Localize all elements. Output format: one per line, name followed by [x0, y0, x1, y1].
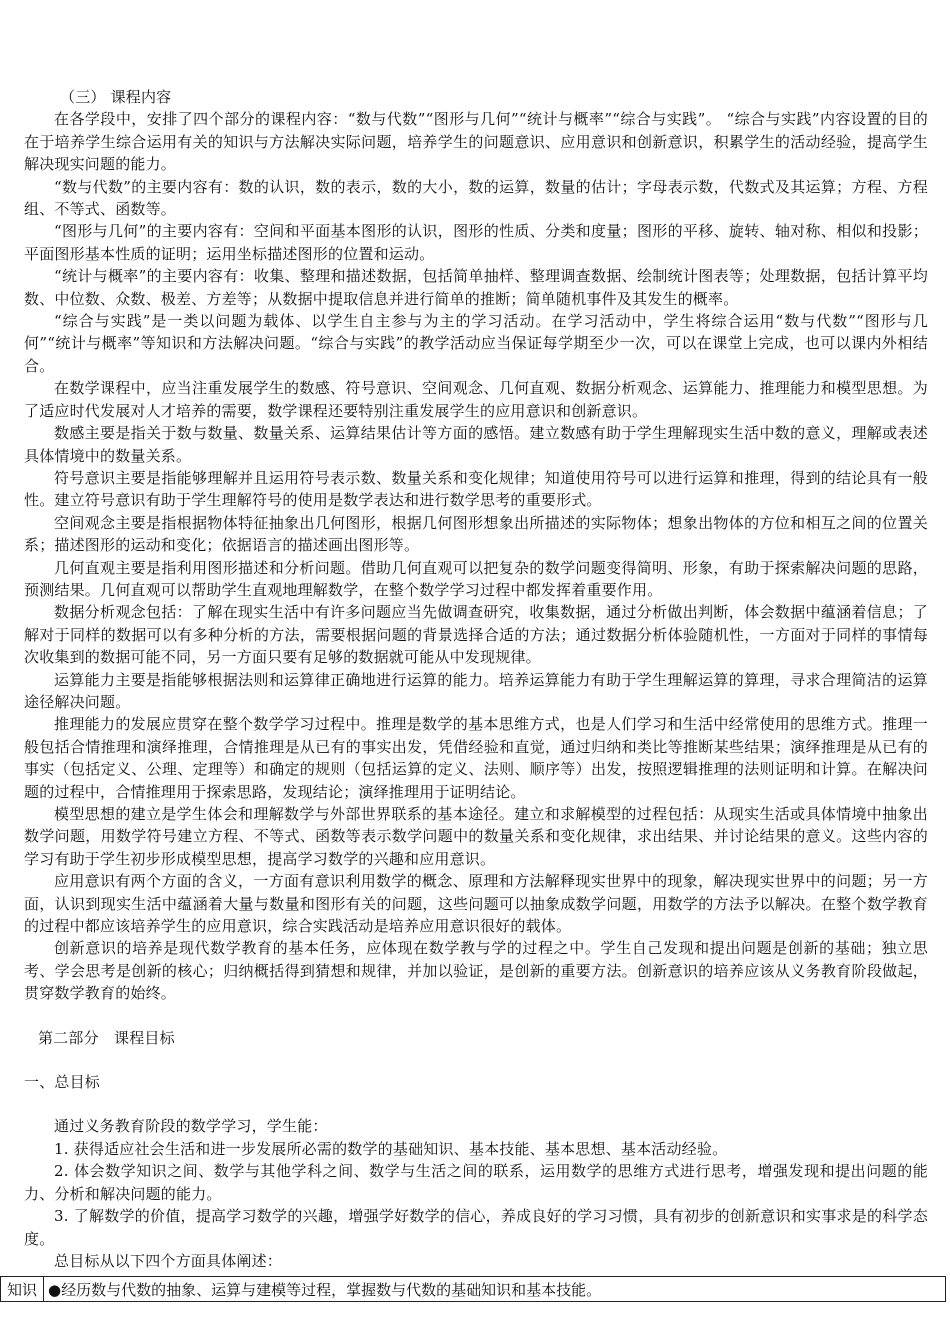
- paragraph: “数与代数”的主要内容有：数的认识，数的表示，数的大小，数的运算，数量的估计；字母表示数，代数式及其运算；方程、方程组、不等式、函数等。: [24, 177, 928, 219]
- table-category-cell: 知识: [1, 1277, 44, 1302]
- paragraph: 在数学课程中，应当注重发展学生的数感、符号意识、空间观念、几何直观、数据分析观念、运算能力、推理能力和模型思想。为了适应时代发展对人才培养的需要，数学课程还要特别注重发展学生的应用意识和创新意识。: [24, 379, 928, 420]
- paragraph: 应用意识有两个方面的含义，一方面有意识利用数学的概念、原理和方法解释现实世界中的现象，解决现实世界中的问题；另一方面，认识到现实生活中蕴涵着大量与数量和图形有关的问题，这些问题可以抽象成数学问题，用数学的方法予以解决。在整个数学教育的过程中都应该培养学生的应用意识，综合实践活动是培养应用意识很好的载体。: [24, 872, 928, 936]
- paragraph: “统计与概率”的主要内容有：收集、整理和描述数据，包括简单抽样、整理调查数据、绘制统计图表等；处理数据，包括计算平均数、中位数、众数、极差、方差等；从数据中提取信息并进行简单的推断；简单随机事件及其发生的概率。: [24, 267, 928, 308]
- paragraph: 运算能力主要是指能够根据法则和运算律正确地进行运算的能力。培养运算能力有助于学生理解运算的算理，寻求合理简洁的运算途径解决问题。: [24, 670, 928, 711]
- goal-table: [0, 1276, 946, 1302]
- section-title: （三） 课程内容: [60, 88, 172, 106]
- paragraph: “综合与实践”是一类以问题为载体、以学生自主参与为主的学习活动。在学习活动中，学生将综合运用“数与代数”“图形与几何”“统计与概率”等知识和方法解决问题。“综合与实践”的教学活动应当保证每学期至少一次，可以在课堂上完成，也可以课内外相结合。: [24, 312, 928, 375]
- paragraph: 推理能力的发展应贯穿在整个数学学习过程中。推理是数学的基本思维方式，也是人们学习和生活中经常使用的思维方式。推理一般包括合情推理和演绎推理，合情推理是从已有的事实出发，凭借经验和直觉，通过归纳和类比等推断某些结果；演绎推理是从已有的事实（包括定义、公理、定理等）和确定的规则（包括运算的定义、法则、顺序等）出发，按照逻辑推理的法则证明和计算。在解决问题的过程中，合情推理用于探索思路，发现结论；演绎推理用于证明结论。: [24, 715, 928, 801]
- table-content-cell: ●经历数与代数的抽象、运算与建模等过程，掌握数与代数的基础知识和基本技能。: [44, 1277, 946, 1302]
- goal-title: 一、总目标: [24, 1073, 101, 1092]
- paragraph: 在各学段中，安排了四个部分的课程内容：“数与代数”“图形与几何”“统计与概率”“综合与实践”。 “综合与实践”内容设置的目的在于培养学生综合运用有关的知识与方法解决实际问题，培养学生的问题意识、应用意识和创新意识，积累学生的活动经验，提高学生解决现实问题的能力。: [24, 110, 928, 174]
- paragraph: 空间观念主要是指根据物体特征抽象出几何图形，根据几何图形想象出所描述的实际物体；想象出物体的方位和相互之间的位置关系；描述图形的运动和变化；依据语言的描述画出图形等。: [24, 513, 928, 555]
- paragraph: 几何直观主要是指利用图形描述和分析问题。借助几何直观可以把复杂的数学问题变得简明、形象，有助于探索解决问题的思路，预测结果。几何直观可以帮助学生直观地理解数学，在整个数学学习过程中都发挥着重要作用。: [24, 558, 928, 599]
- paragraph: 符号意识主要是指能够理解并且运用符号表示数、数量关系和变化规律；知道使用符号可以进行运算和推理，得到的结论具有一般性。建立符号意识有助于学生理解符号的使用是数学表达和进行数学思考的重要形式。: [24, 468, 928, 510]
- table-row: [1, 1277, 946, 1302]
- paragraph: 模型思想的建立是学生体会和理解数学与外部世界联系的基本途径。建立和求解模型的过程包括：从现实生活或具体情境中抽象出数学问题，用数学符号建立方程、不等式、函数等表示数学问题中的数量关系和变化规律，求出结果、并讨论结果的意义。这些内容的学习有助于学生初步形成模型思想，提高学习数学的兴趣和应用意识。: [24, 805, 928, 868]
- goal-item: 3. 了解数学的价值，提高学习数学的兴趣，增强学好数学的信心，养成良好的学习习惯，具有初步的创新意识和实事求是的科学态度。: [24, 1207, 928, 1248]
- goal-item: 1. 获得适应社会生活和进一步发展所必需的数学的基础知识、基本技能、基本思想、基本活动经验。: [54, 1139, 728, 1158]
- document-page: [24, 86, 928, 1272]
- part-title: 第二部分 课程目标: [38, 1028, 175, 1047]
- goal-intro: 通过义务教育阶段的数学学习，学生能：: [54, 1117, 328, 1136]
- goal-outro: 总目标从以下四个方面具体阐述：: [54, 1251, 283, 1270]
- paragraph: “图形与几何”的主要内容有：空间和平面基本图形的认识，图形的性质、分类和度量；图形的平移、旋转、轴对称、相似和投影；平面图形基本性质的证明；运用坐标描述图形的位置和运动。: [24, 222, 928, 263]
- paragraph: 数感主要是指关于数与数量、数量关系、运算结果估计等方面的感悟。建立数感有助于学生理解现实生活中数的意义，理解或表述具体情境中的数量关系。: [24, 424, 928, 465]
- paragraph: 数据分析观念包括：了解在现实生活中有许多问题应当先做调查研究，收集数据，通过分析做出判断，体会数据中蕴涵着信息；了解对于同样的数据可以有多种分析的方法，需要根据问题的背景选择合适的方法；通过数据分析体验随机性，一方面对于同样的事情每次收集到的数据可能不同，另一方面只要有足够的数据就可能从中发现规律。: [24, 603, 928, 667]
- goal-item: 2. 体会数学知识之间、数学与其他学科之间、数学与生活之间的联系，运用数学的思维方式进行思考，增强发现和提出问题的能力、分析和解决问题的能力。: [24, 1162, 928, 1203]
- paragraph: 创新意识的培养是现代数学教育的基本任务，应体现在数学教与学的过程之中。学生自己发现和提出问题是创新的基础；独立思考、学会思考是创新的核心；归纳概括得到猜想和规律，并加以验证，是创新的重要方法。创新意识的培养应该从义务教育阶段做起，贯穿数学教育的始终。: [24, 939, 928, 1003]
